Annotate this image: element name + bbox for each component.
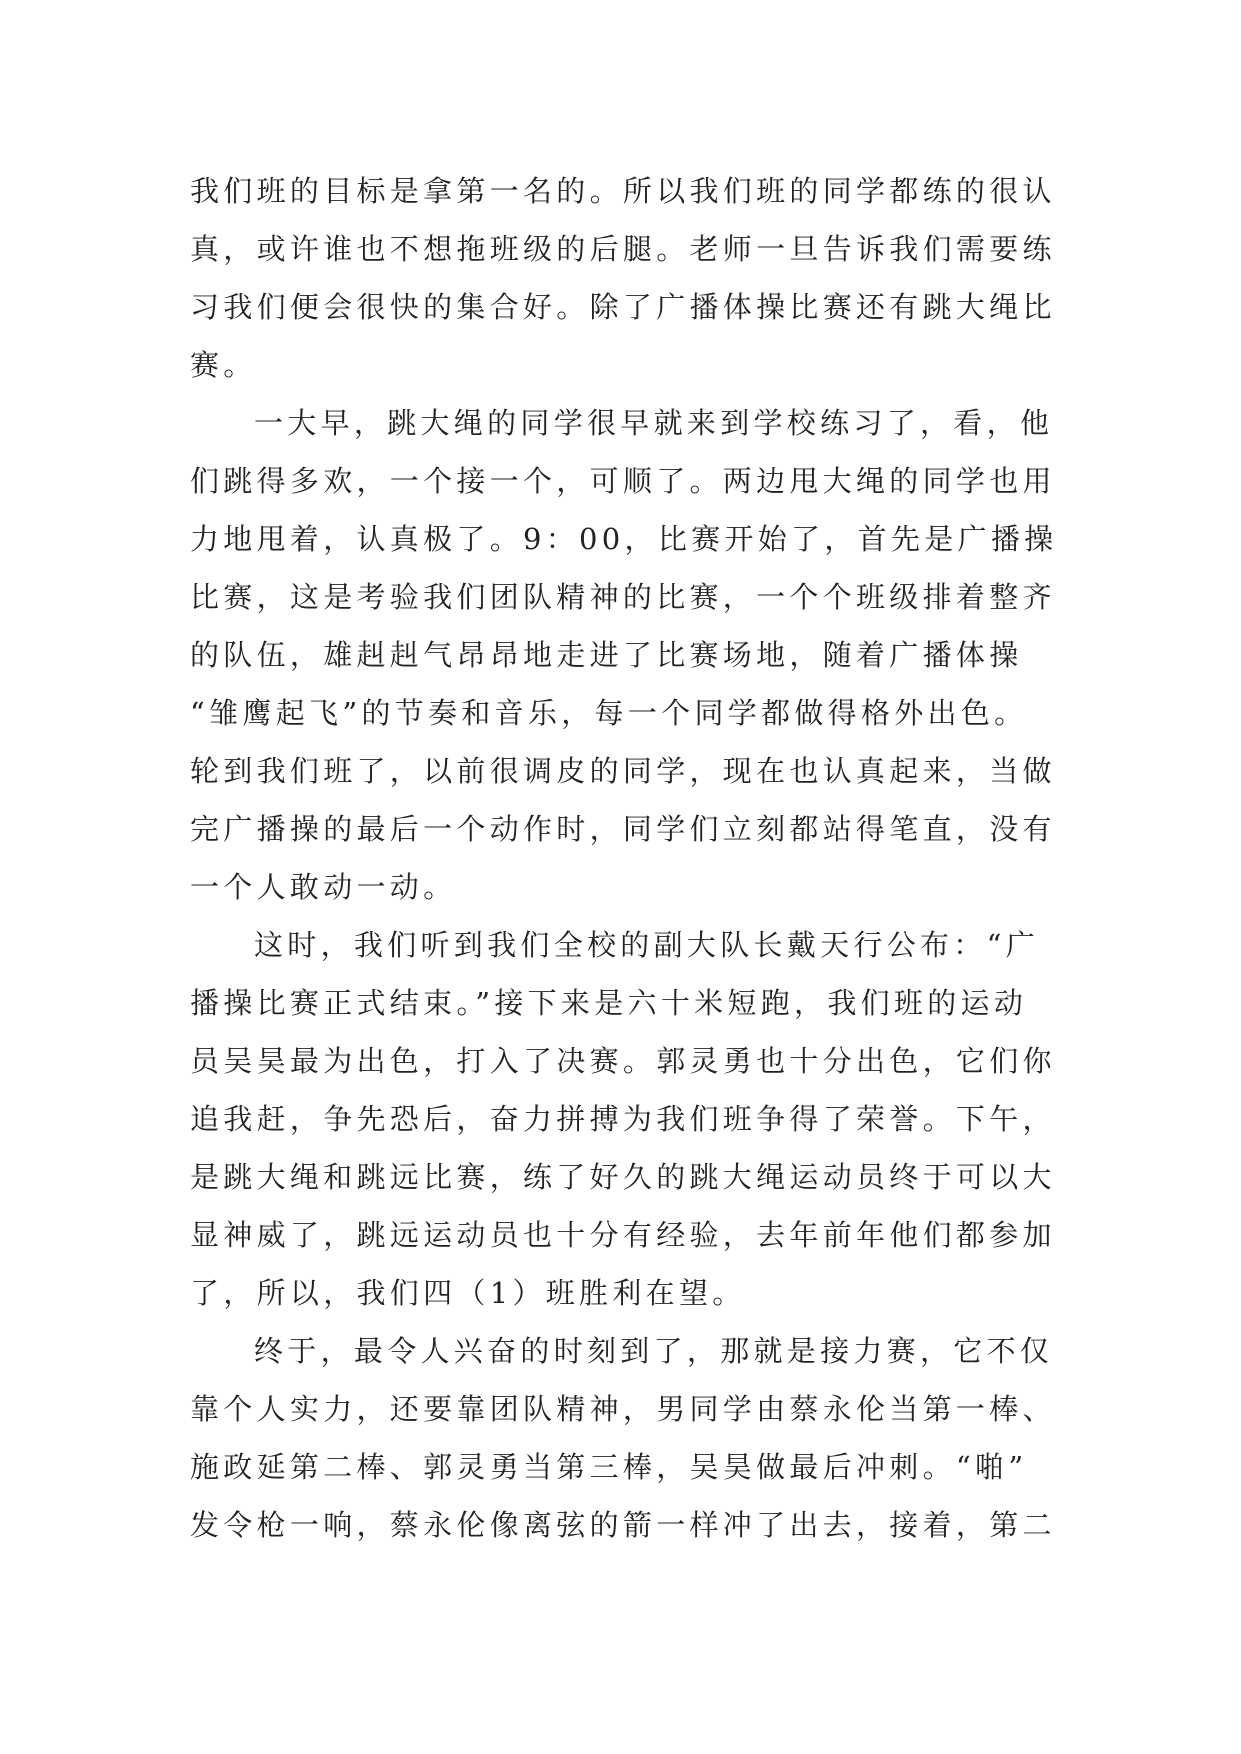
text-line-22: 靠个人实力，还要靠团队精神，男同学由蔡永伦当第一棒、 — [190, 1392, 1056, 1426]
text-line-5: 一大早，跳大绳的同学很早就来到学校练习了，看，他 — [254, 406, 1054, 440]
text-line-23: 施政延第二棒、郭灵勇当第三棒，吴昊做最后冲刺。“啪” — [190, 1450, 1028, 1484]
text-line-17: 追我赶，争先恐后，奋力拼搏为我们班争得了荣誉。下午， — [190, 1102, 1056, 1136]
text-line-10: “雏鹰起飞”的节奏和音乐，每一个同学都做得格外出色。 — [190, 696, 1028, 730]
text-line-24: 发令枪一响，蔡永伦像离弦的箭一样冲了出去，接着，第二 — [190, 1508, 1056, 1542]
text-line-15: 播操比赛正式结束。”接下来是六十米短跑，我们班的运动 — [190, 986, 1028, 1020]
text-line-3: 习我们便会很快的集合好。除了广播体操比赛还有跳大绳比 — [190, 290, 1056, 324]
text-line-11: 轮到我们班了，以前很调皮的同学，现在也认真起来，当做 — [190, 754, 1056, 788]
text-line-6: 们跳得多欢，一个接一个，可顺了。两边甩大绳的同学也用 — [190, 464, 1056, 498]
text-line-14: 这时，我们听到我们全校的副大队长戴天行公布：“广 — [254, 928, 1040, 962]
text-line-8: 比赛，这是考验我们团队精神的比赛，一个个班级排着整齐 — [190, 580, 1056, 614]
text-line-18: 是跳大绳和跳远比赛，练了好久的跳大绳运动员终于可以大 — [190, 1160, 1056, 1194]
text-line-4: 赛。 — [190, 348, 257, 382]
text-line-16: 员吴昊最为出色，打入了决赛。郭灵勇也十分出色，它们你 — [190, 1044, 1056, 1078]
text-line-7: 力地甩着，认真极了。9：00，比赛开始了，首先是广播操 — [190, 522, 1058, 556]
text-line-13: 一个人敢动一动。 — [190, 870, 457, 904]
text-line-9: 的队伍，雄赳赳气昂昂地走进了比赛场地，随着广播体操 — [190, 638, 1023, 672]
text-line-19: 显神威了，跳远运动员也十分有经验，去年前年他们都参加 — [190, 1218, 1056, 1252]
text-line-2: 真，或许谁也不想拖班级的后腿。老师一旦告诉我们需要练 — [190, 232, 1056, 266]
text-line-1: 我们班的目标是拿第一名的。所以我们班的同学都练的很认 — [190, 174, 1056, 208]
text-line-20: 了，所以，我们四（1）班胜利在望。 — [190, 1276, 746, 1310]
text-line-21: 终于，最令人兴奋的时刻到了，那就是接力赛，它不仅 — [254, 1334, 1054, 1368]
document-body — [190, 162, 1070, 1554]
text-line-12: 完广播操的最后一个动作时，同学们立刻都站得笔直，没有 — [190, 812, 1056, 846]
